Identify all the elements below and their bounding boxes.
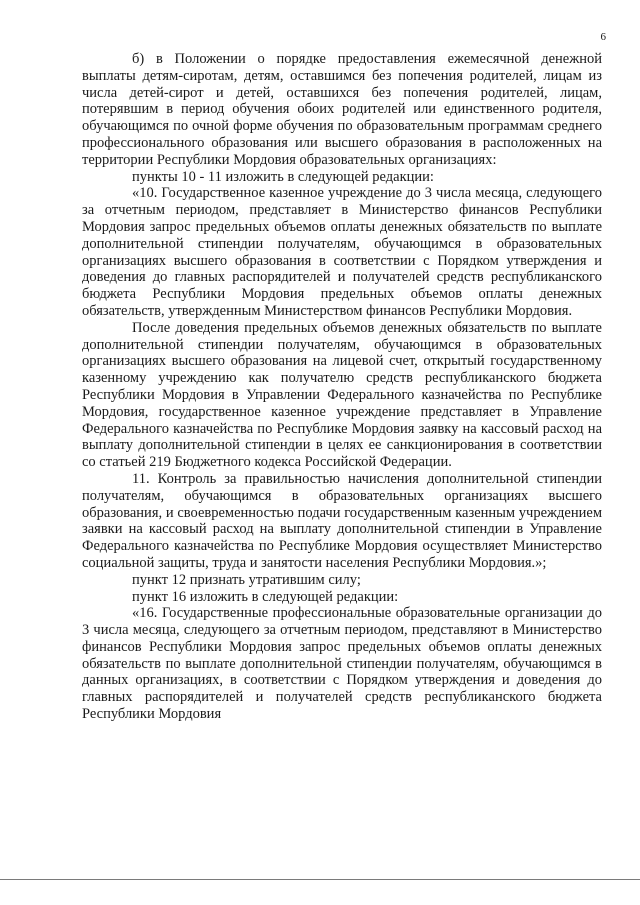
paragraph-item-10: «10. Государственное казенное учреждение до 3 числа месяца, следующего за отчетным периодом, представляет в Министерство финансов Республики Мордовия запрос предельных объемов оплаты денежных обязательств по выплате дополнительной стипендии получателям, обучающимся в образовательных организациях высшего образования в соответствии с Порядком утверждения и доведения до главных распорядителей и получателей средств республиканского бюджета Республики Мордовия предельных объемов оплаты денежных обязательств, утвержденным Министерством финансов Республики Мордовия. bbox=[82, 185, 602, 319]
paragraph-item-11: 11. Контроль за правильностью начисления дополнительной стипендии получателям, обучающимся в образовательных организациях высшего образования, и своевременностью подачи государственным казенным учреждением заявки на кассовый расход на выплату дополнительной стипендии в Управление Федерального казначейства по Республике Мордовия осуществляет Министерство социальной защиты, труда и занятости населения Республики Мордовия.»; bbox=[82, 470, 602, 571]
paragraph-items-10-11-intro: пункты 10 - 11 изложить в следующей редакции: bbox=[132, 168, 434, 185]
document-body bbox=[82, 51, 602, 723]
paragraph-item-12-repeal: пункт 12 признать утратившим силу; bbox=[132, 571, 361, 588]
page-number: 6 bbox=[600, 31, 606, 43]
paragraph-item-10-continued: После доведения предельных объемов денежных обязательств по выплате дополнительной стипендии получателям, обучающимся в образовательных организациях высшего образования на лицевой счет, открытый государственному казенному учреждению как получателю средств республиканского бюджета Республики Мордовия в Управлении Федерального казначейства по Республике Мордовия, государственное казенное учреждение представляет в Управление Федерального казначейства по Республике Мордовия заявку на кассовый расход на выплату дополнительной стипендии в целях ее санкционирования в соответствии со статьей 219 Бюджетного кодекса Российской Федерации. bbox=[82, 319, 602, 471]
paragraph-item-16: «16. Государственные профессиональные образовательные организации до 3 числа месяца, следующего за отчетным периодом, представляют в Министерство финансов Республики Мордовия запрос предельных объемов оплаты денежных обязательств по выплате дополнительной стипендии получателям, обучающимся в данных организациях, в соответствии с Порядком утверждения и доведения до главных распорядителей и получателей средств республиканского бюджета Республики Мордовия bbox=[82, 605, 602, 723]
paragraph-item-16-intro: пункт 16 изложить в следующей редакции: bbox=[132, 588, 399, 605]
paragraph-regulation-amendment: б) в Положении о порядке предоставления ежемесячной денежной выплаты детям-сиротам, детям, оставшимся без попечения родителей, лицам из числа детей-сирот и детей, оставшихся без попечения родителей, лицам, потерявшим в период обучения обоих родителей или единственного родителя, обучающимся по очной форме обучения по образовательным программам среднего профессионального образования или высшего образования в расположенных на территории Республики Мордовия образовательных организациях: bbox=[82, 51, 602, 168]
page-bottom-divider bbox=[0, 879, 640, 880]
